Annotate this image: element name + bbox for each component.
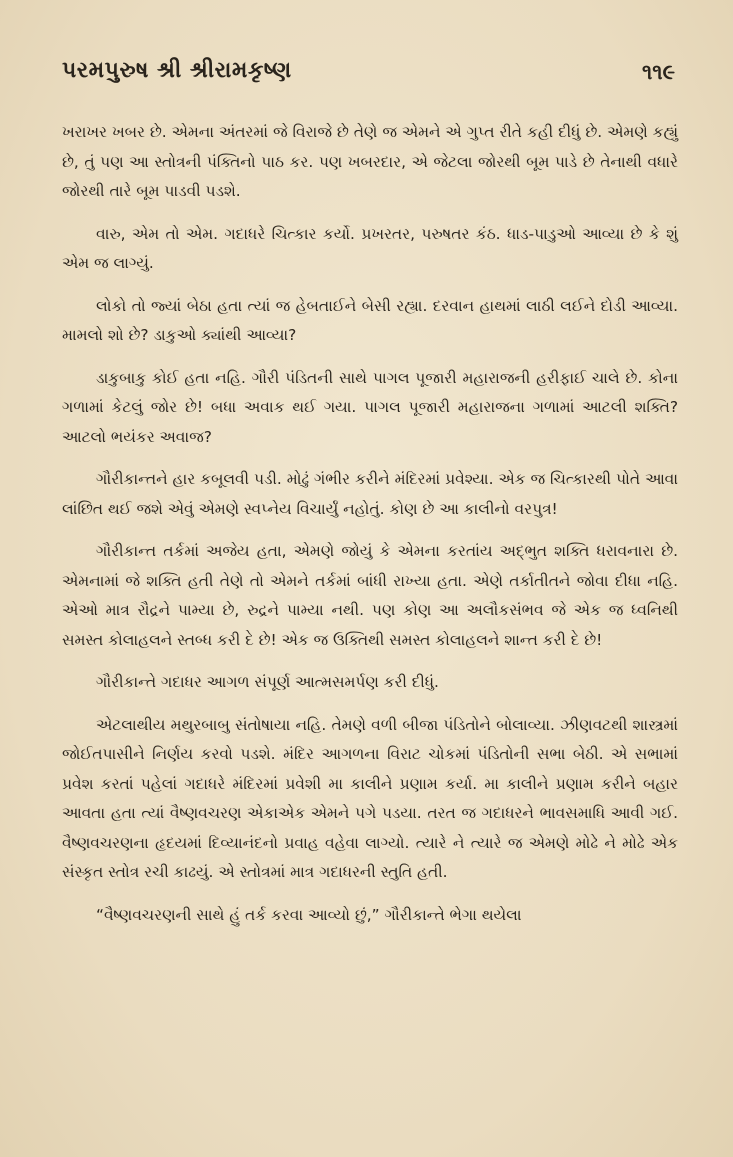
paragraph-9: “વૈષ્ણવચરણની સાથે હું તર્ક કરવા આવ્યો છું,” ગૌરીકાન્તે ભેગા થયેલા: [96, 905, 522, 924]
paragraph-7: ગૌરીકાન્તે ગદાધર આગળ સંપૂર્ણ આત્મસમર્પણ કરી દીધું.: [96, 673, 439, 691]
page-header: [62, 58, 675, 98]
paragraph-6: ગૌરીકાન્ત તર્કમાં અજેય હતા, એમણે જોયું કે એમના કરતાંય અદ્ભુત શક્તિ ધરાવનારા છે. એમનામાં જે શક્તિ હતી તેણે તો એમને તર્કમાં બાંધી રાખ્યા હતા. એણે તર્કાતીતને જોવા દીધા નહિ. એઓ માત્ર રૌદ્રને પામ્યા છે, રુદ્રને પામ્યા નથી. પણ કોણ આ અલૌકસંભવ જે એક જ ધ્વનિથી સમસ્ત કોલાહલને સ્તબ્ધ કરી દે છે! એક જ ઉક્તિથી સમસ્ત કોલાહલને શાન્ત કરી દે છે!: [62, 542, 678, 649]
page-body: [62, 118, 678, 943]
paragraph-5: ગૌરીકાન્તને હાર કબૂલવી પડી. મોઢું ગંભીર કરીને મંદિરમાં પ્રવેશ્યા. એક જ ચિત્કારથી પોતે આવા લાંછિત થઈ જશે એવું એમણે સ્વપ્નેય વિચાર્યું નહોતું. કોણ છે આ કાલીનો વરપુત્ર!: [62, 470, 678, 518]
running-title: પરમપુરુષ શ્રી શ્રીરામકૃષ્ણ: [62, 58, 292, 83]
paragraph-3: લોકો તો જ્યાં બેઠા હતા ત્યાં જ હેબતાઈને બેસી રહ્યા. દરવાન હાથમાં લાઠી લઈને દોડી આવ્યા. મામલો શો છે? ડાકુઓ ક્યાંથી આવ્યા?: [62, 296, 678, 344]
page-number: ૧૧૯: [641, 60, 675, 84]
paragraph-4: ડાકુબાકુ કોઈ હતા નહિ. ગૌરી પંડિતની સાથે પાગલ પૂજારી મહારાજની હરીફાઈ ચાલે છે. કોના ગળામાં કેટલું જોર છે! બધા અવાક થઈ ગયા. પાગલ પૂજારી મહારાજના ગળામાં આટલી શક્તિ? આટલો ભયંકર અવાજ?: [62, 368, 678, 446]
paragraph-8: એટલાથીય મથુરબાબુ સંતોષાયા નહિ. તેમણે વળી બીજા પંડિતોને બોલાવ્યા. ઝીણવટથી શાસ્ત્રમાં જોઈતપાસીને નિર્ણય કરવો પડશે. મંદિર આગળના વિરાટ ચોકમાં પંડિતોની સભા બેઠી. એ સભામાં પ્રવેશ કરતાં પહેલાં ગદાધરે મંદિરમાં પ્રવેશી મા કાલીને પ્રણામ કર્યા. મા કાલીને પ્રણામ કરીને બહાર આવતા હતા ત્યાં વૈષ્ણવચરણ એકાએક એમને પગે પડયા. તરત જ ગદાધરને ભાવસમાધિ આવી ગઈ. વૈષ્ણવચરણના હૃદયમાં દિવ્યાનંદનો પ્રવાહ વહેવા લાગ્યો. ત્યારે ને ત્યારે જ એમણે મોઢે ને મોઢે એક સંસ્કૃત સ્તોત્ર રચી કાઢયું. એ સ્તોત્રમાં માત્ર ગદાધરની સ્તુતિ હતી.: [62, 715, 678, 881]
paragraph-1: ખરાખર ખબર છે. એમના અંતરમાં જે વિરાજે છે તેણે જ એમને એ ગુપ્ત રીતે કહી દીધું છે. એમણે કહ્યું છે, તું પણ આ સ્તોત્રની પંક્તિનો પાઠ કર. પણ ખબરદાર, એ જેટલા જોરથી બૂમ પાડે છે તેનાથી વધારે જોરથી તારે બૂમ પાડવી પડશે.: [62, 123, 678, 200]
paragraph-2: વારુ, એમ તો એમ. ગદાધરે ચિત્કાર કર્યો. પ્રખરતર, પરુષતર કંઠ. ધાડ-પાડુઓ આવ્યા છે કે શું એમ જ લાગ્યું.: [62, 224, 678, 272]
